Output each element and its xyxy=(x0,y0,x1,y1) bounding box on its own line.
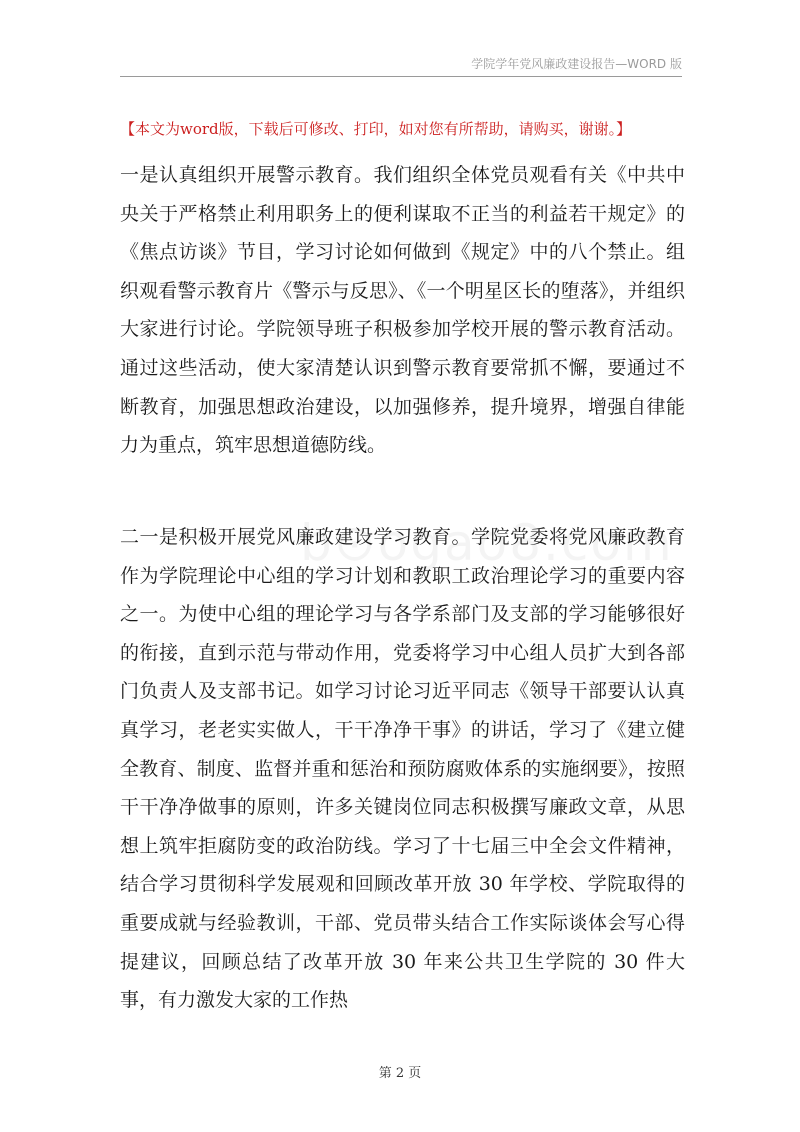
header-title: 学院学年党风廉政建设报告—WORD 版 xyxy=(471,57,682,71)
paragraph-1: 一是认真组织开展警示教育。我们组织全体党员观看有关《中共中央关于严格禁止利用职务上的便利谋取不正当的利益若干规定》的《焦点访谈》节目，学习讨论如何做到《规定》中的八个禁止。组织观看警示教育片《警示与反思》、《一个明星区长的堕落》，并组织大家进行讨论。学院领导班子积极参加学校开展的警示教育活动。通过这些活动，使大家清楚认识到警示教育要常抓不懈，要通过不断教育，加强思想政治建设，以加强修养，提升境界，增强自律能力为重点，筑牢思想道德防线。 xyxy=(120,164,685,457)
page-header xyxy=(120,52,682,77)
page-number: 第 2 页 xyxy=(378,1066,422,1081)
download-notice: 【本文为word版，下载后可修改、打印，如对您有所帮助，请购买，谢谢。】 xyxy=(120,120,632,138)
paragraph-2: 二一是积极开展党风廉政建设学习教育。学院党委将党风廉政教育作为学院理论中心组的学习计划和教职工政治理论学习的重要内容之一。为使中心组的理论学习与各学系部门及支部的学习能够很好的衔接，直到示范与带动作用，党委将学习中心组人员扩大到各部门负责人及支部书记。如学习讨论习近平同志《领导干部要认认真真学习，老老实实做人，干干净净干事》的讲话，学习了《建立健全教育、制度、监督并重和惩治和预防腐败体系的实施纲要》，按照干干净净做事的原则，许多关键岗位同志积极撰写廉政文章，从思想上筑牢拒腐防变的政治防线。学习了十七届三中全会文件精神，结合学习贯彻科学发展观和回顾改革开放 30 年学校、学院取得的重要成就与经验教训，干部、党员带头结合工作实际谈体会写心得提建议，回顾总结了改革开放 30 年来公共卫生学院的 30 件大事，有力激发大家的工作热 xyxy=(120,526,685,1012)
